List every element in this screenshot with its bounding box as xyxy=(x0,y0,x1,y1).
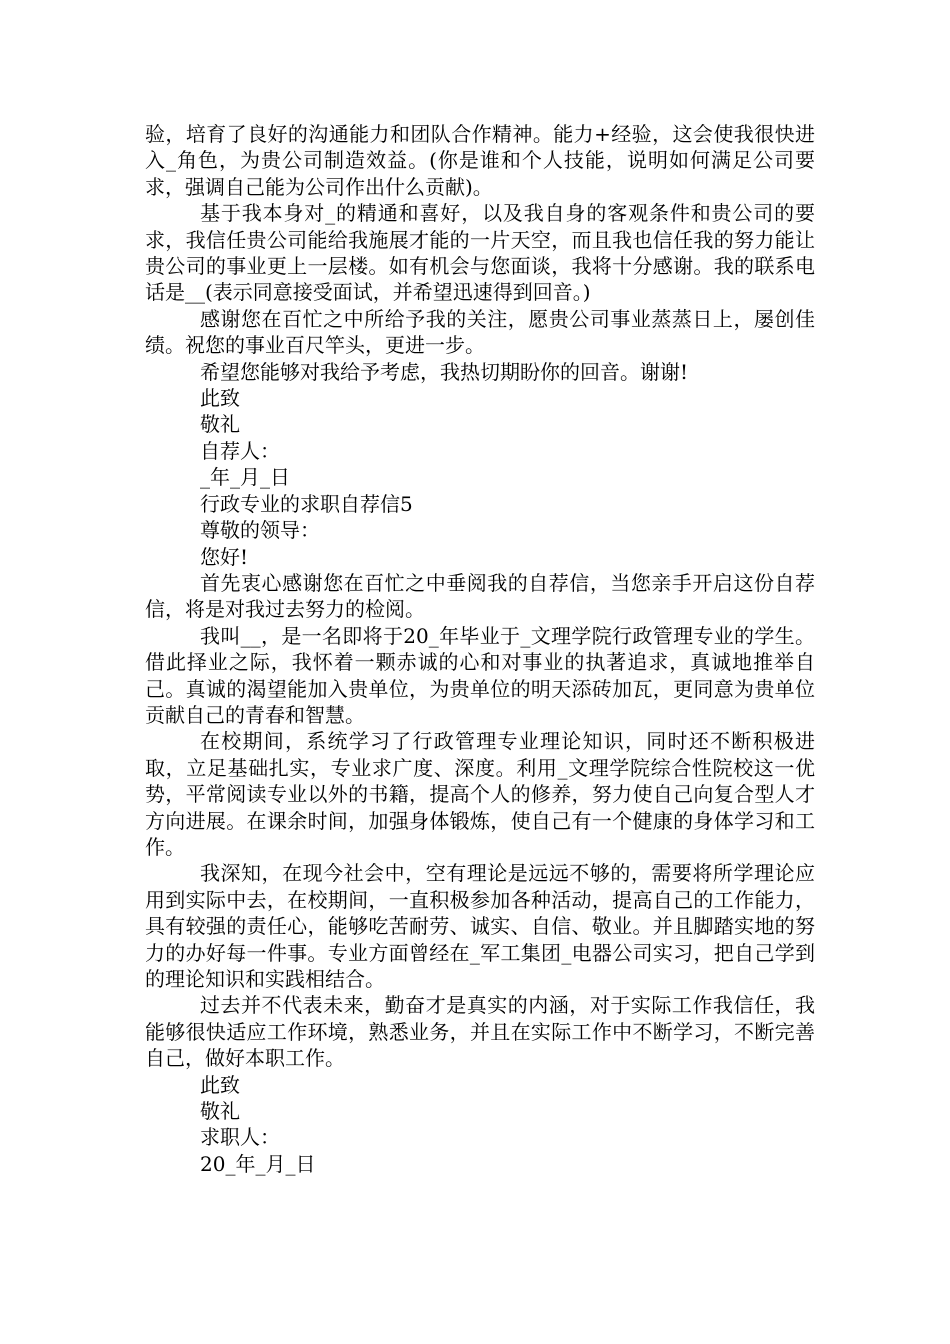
paragraph-1: 验，培育了良好的沟通能力和团队合作精神。能力+经验，这会使我很快进入_角色，为贵公司制造效益。(你是谁和个人技能，说明如何满足公司要求，强调自己能为公司作出什么贡献)。 xyxy=(145,122,815,199)
paragraph-14: 在校期间，系统学习了行政管理专业理论知识，同时还不断积极进取，立足基础扎实，专业求广度、深度。利用_文理学院综合性院校这一优势，平常阅读专业以外的书籍，提高个人的修养，努力使自己向复合型人才方向进展。在课余时间，加强身体锻炼，使自己有一个健康的身体学习和工作。 xyxy=(145,729,815,859)
paragraph-16: 过去并不代表未来，勤奋才是真实的内涵，对于实际工作我信任，我能够很快适应工作环境，熟悉业务，并且在实际工作中不断学习，不断完善自己，做好本职工作。 xyxy=(145,993,815,1071)
signature-label: 自荐人： xyxy=(200,438,280,463)
closing-line: 此致 xyxy=(200,386,240,411)
salutation-line: 敬礼 xyxy=(200,412,240,437)
paragraph-4: 希望您能够对我给予考虑，我热切期盼你的回音。谢谢! xyxy=(200,359,689,384)
document-page xyxy=(145,121,815,1177)
paragraph-15: 我深知，在现今社会中，空有理论是远远不够的，需要将所学理论应用到实际中去，在校期间，一直积极参加各种活动，提高自己的工作能力，具有较强的责任心，能够吃苦耐劳、诚实、自信、敬业。并且脚踏实地的努力的办好每一件事。专业方面曾经在_军工集团_电器公司实习，把自己学到的理论知识和实践相结合。 xyxy=(145,861,815,991)
date-line: 20_年_月_日 xyxy=(200,1151,316,1176)
closing-line: 此致 xyxy=(200,1072,240,1097)
greeting-line: 尊敬的领导： xyxy=(200,518,320,543)
greeting-hello: 您好! xyxy=(200,544,249,569)
paragraph-2: 基于我本身对_的精通和喜好，以及我自身的客观条件和贵公司的要求，我信任贵公司能给我施展才能的一片天空，而且我也信任我的努力能让贵公司的事业更上一层楼。如有机会与您面谈，我将十分感谢。我的联系电话是__(表示同意接受面试，并希望迅速得到回音。) xyxy=(145,201,815,305)
signature-label: 求职人： xyxy=(200,1125,280,1150)
date-line: _年_月_日 xyxy=(200,465,290,490)
paragraph-12: 首先衷心感谢您在百忙之中垂阅我的自荐信，当您亲手开启这份自荐信，将是对我过去努力的检阅。 xyxy=(145,570,815,622)
paragraph-13: 我叫__，是一名即将于20_年毕业于_文理学院行政管理专业的学生。借此择业之际，我怀着一颗赤诚的心和对事业的执著追求，真诚地推举自己。真诚的渴望能加入贵单位，为贵单位的明天添砖加瓦，更同意为贵单位贡献自己的青春和智慧。 xyxy=(145,623,815,727)
paragraph-3: 感谢您在百忙之中所给予我的关注，愿贵公司事业蒸蒸日上，屡创佳绩。祝您的事业百尺竿头，更进一步。 xyxy=(145,306,815,358)
salutation-line: 敬礼 xyxy=(200,1099,240,1124)
section-title: 行政专业的求职自荐信5 xyxy=(200,491,413,516)
